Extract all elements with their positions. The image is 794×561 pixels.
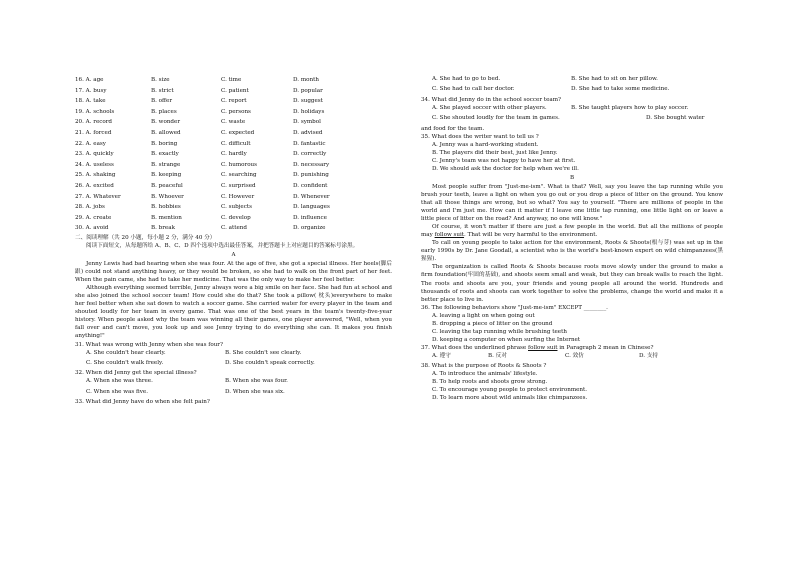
question-31-options-ab [86,349,392,359]
vocab-option: D. correctly [293,151,327,158]
vocab-option: C. difficult [221,140,251,147]
option: C. She shouted loudly for the team in games. [432,115,560,122]
vocab-row [75,181,392,192]
vocab-row [75,128,392,139]
underlined-phrase: follow suit [528,344,558,351]
question-33-options-cd [432,85,723,95]
vocab-option: B. places [151,108,177,115]
vocab-option: B. mention [151,214,182,221]
vocab-options-table [75,75,392,234]
vocab-row [75,75,392,86]
option: A. She played soccer with other players. [432,104,547,111]
question-36: 36. The following behaviors show "Just-me-ism" EXCEPT ________. [421,304,608,311]
vocab-row [75,107,392,118]
vocab-option: B. offer [151,98,172,105]
vocab-option: D. fantastic [293,140,326,147]
option: B. To help roots and shoots grow strong. [432,379,548,386]
vocab-option: C. waste [221,119,246,126]
option: D. keeping a computer on when surfing the Internet [432,336,581,343]
vocab-option: 27. A. Whatever [75,193,121,200]
vocab-option: C. attend [221,225,247,232]
vocab-option: C. develop [221,214,251,221]
vocab-row [75,202,392,213]
option: B. 反对 [488,352,507,359]
option: A. 遵守 [432,352,451,359]
question-34-options-cd [432,114,723,124]
vocab-option: 29. A. create [75,214,112,221]
paragraph-text: Of course, it won't matter if there are just a few people in the world. But all the millions of people may [421,224,723,239]
option: A. She had to go to bed. [432,76,501,82]
question-33-options-ab [432,75,723,85]
vocab-option: 17. A. busy [75,87,107,94]
question-33: 33. What did Jenny have do when she felt pain? [75,399,210,406]
option: B. dropping a piece of litter on the ground [432,320,553,327]
vocab-option: C. humorous [221,161,258,168]
paragraph-text: . That will be very harmful to the environment. [464,232,598,239]
option: B. The players did their best, just like Jenny. [432,149,558,156]
option: B. She couldn't see clearly. [225,349,302,356]
section-instruction: 阅读下面短文，从每题所给 A、B、C、D 四个选项中选出最佳答案，并把答题卡上对应题目的答案标号涂黑。 [86,242,359,249]
passage-b-paragraph-3: To call on young people to take action for the environment, Roots & Shoots(根与芽) was set up in the early 1990s by Dr. Jane Goodall, a scientist who is the world's best-known expert on wild chimpanzees(黑猩猩). [421,240,723,263]
vocab-option: B. strange [151,161,181,168]
option: A. To introduce the animals' lifestyle. [432,370,538,377]
vocab-row [75,149,392,160]
vocab-option: D. influence [293,214,327,221]
vocab-row [75,86,392,97]
right-column [421,75,723,402]
vocab-option: C. subjects [221,204,252,211]
option: B. When she was four. [225,378,288,385]
question-32: 32. When did Jenny get the special illness? [75,370,197,377]
option: C. leaving the tap running while brushing teeth [432,328,567,335]
option: D. She had to take some medicine. [571,86,670,93]
vocab-option: 22. A. easy [75,140,106,147]
option-continuation: and food for the team. [421,125,485,132]
question-34-options-ab [432,104,723,114]
question-37-options [432,352,723,362]
vocab-row [75,223,392,234]
option: D. She bought water [646,115,705,122]
vocab-option: D. punishing [293,172,329,179]
passage-a-paragraph-2: Although everything seemed terrible, Jenny always wore a big smile on her face. She had fun at school and she also joined the school soccer team! How could she do that? She took a pillow( 枕头)everywhere to make her feel better when she sat down to watch a soccer game. She carried water for every player in the team and shouted loudly for her team in every game. That was one of the best years in the team's twenty-five-year history. When people asked why the team was winning all their games, one player answered, "Well, when you fall over and can't move, you look up and see Jenny trying to do everything she can. It makes you finish anything!" [75,285,392,340]
vocab-option: C. surprised [221,182,256,189]
vocab-option: C. hardly [221,151,247,158]
vocab-option: C. searching [221,172,257,179]
passage-b-label: B [569,174,575,181]
vocab-row [75,170,392,181]
section-heading: 二、阅读理解（共 20 小题，每小题 2 分，满分 40 分） [75,234,216,241]
question-32-options-cd [86,388,392,398]
question-31: 31. What was wrong with Jenny when she was four? [75,341,223,348]
underlined-phrase: follow suit [434,232,465,239]
passage-b-paragraph-1: Most people suffer from "Just-me-ism". What is that? Well, say you leave the tap running while you brush your teeth, leave a light on when you go out or you drop a piece of litter on the ground. You know that all those things are wrong, but so what? You say to yourself. "There are millions of people in the world and I'm just me. How can it matter if I leave one little tap running, one little light on or leave a little piece of litter on the road? And anyway, no one will know." [421,183,723,223]
vocab-option: 20. A. record [75,119,113,126]
option: C. She had to call her doctor. [432,86,515,93]
vocab-option: D. languages [293,204,330,211]
vocab-option: B. wonder [151,119,180,126]
vocab-option: D. holidays [293,108,325,115]
passage-b-paragraph-4: The organization is called Roots & Shoots because roots move slowly under the ground to make a firm foundation(牢固的基础), and shoots seem small and weak, but they can break walls to reach the light. The roots and shoots are you, your friends and young people all around the world. Hundreds and thousands of roots and shoots can work together to solve the problems, change the world and make it a better place to live in. [421,264,723,303]
option: D. 支持 [639,352,659,359]
vocab-option: 24. A. useless [75,161,114,168]
option: A. She couldn't hear clearly. [86,349,166,356]
vocab-option: B. break [151,225,175,232]
option: D. She couldn't speak correctly. [225,359,315,366]
vocab-option: D. organize [293,225,326,232]
vocab-option: D. suggest [293,98,323,105]
question-35: 35. What does the writer want to tell us ? [421,133,539,140]
option: A. Jenny was a hard-working student. [432,141,539,148]
vocab-option: D. month [293,77,319,83]
vocab-option: C. However [221,193,255,200]
vocab-option: C. expected [221,129,255,136]
option: A. When she was three. [86,378,153,385]
question-38: 38. What is the purpose of Roots & Shoots ? [421,362,547,369]
question-34: 34. What did Jenny do in the school soccer team? [421,96,562,103]
vocab-option: B. size [151,77,170,83]
option: C. To encourage young people to protect environment. [432,387,588,394]
vocab-option: B. strict [151,87,174,94]
vocab-option: C. time [221,77,242,83]
option: D. To learn more about wild animals like chimpanzees. [432,395,588,402]
vocab-option: B. hobbies [151,204,181,211]
vocab-option: 23. A. quickly [75,151,114,158]
left-column [75,75,392,406]
vocab-option: 25. A. shaking [75,172,116,179]
vocab-option: B. boring [151,140,178,147]
option: C. She couldn't walk freely. [86,359,164,366]
vocab-option: C. patient [221,87,249,94]
option: D. When she was six. [225,388,285,395]
question-32-options-ab [86,377,392,387]
vocab-option: B. allowed [151,129,181,136]
vocab-option: 26. A. excited [75,182,114,189]
vocab-option: 18. A. take [75,98,106,105]
vocab-option: D. confident [293,182,328,189]
question-text: 37. What does the underlined phrase [421,344,529,351]
vocab-option: C. persons [221,108,251,115]
vocab-option: C. report [221,98,247,105]
vocab-option: D. symbol [293,119,321,126]
passage-a-label: A [231,252,236,258]
vocab-option: B. peaceful [151,182,183,189]
vocab-row [75,213,392,224]
vocab-option: 30. A. avoid [75,225,109,232]
vocab-option: D. advised [293,129,323,136]
vocab-row [75,192,392,203]
vocab-row [75,117,392,128]
vocab-option: 21. A. forced [75,129,112,136]
question-text: in Paragraph 2 mean in Chinese? [557,344,654,351]
vocab-option: B. exactly [151,151,179,158]
vocab-option: 19. A. schools [75,108,115,115]
vocab-option: 28. A. jobs [75,204,105,211]
vocab-row [75,96,392,107]
option: C. 效仿 [565,352,584,359]
vocab-option: B. keeping [151,172,182,179]
question-37 [421,344,723,352]
option: A. leaving a light on when going out [432,312,535,319]
option: C. Jenny's team was not happy to have her at first. [432,157,576,164]
option: C. When she was five. [86,388,148,395]
question-31-options-cd [86,359,392,369]
option: D. We should ask the doctor for help when we're ill. [432,165,579,172]
vocab-row [75,160,392,171]
passage-b-paragraph-2 [421,223,723,239]
option: B. She had to sit on her pillow. [571,76,658,82]
vocab-option: B. Whoever [151,193,184,200]
vocab-option: 16. A. age [75,77,104,83]
vocab-option: D. Whenever [293,193,330,200]
option: B. She taught players how to play soccer. [571,104,689,111]
passage-a-paragraph-1: Jenny Lewis had bad hearing when she was four. At the age of five, she got a special illness. Her heels(脚后跟) could not stand anything heavy, or they would be broken, so she had to walk on the front part of her feet. When the pain came, she had to take her medicine. That was the only way to make her feel better. [75,261,392,284]
vocab-row [75,139,392,150]
vocab-option: D. necessary [293,161,330,168]
vocab-option: D. popular [293,87,323,94]
